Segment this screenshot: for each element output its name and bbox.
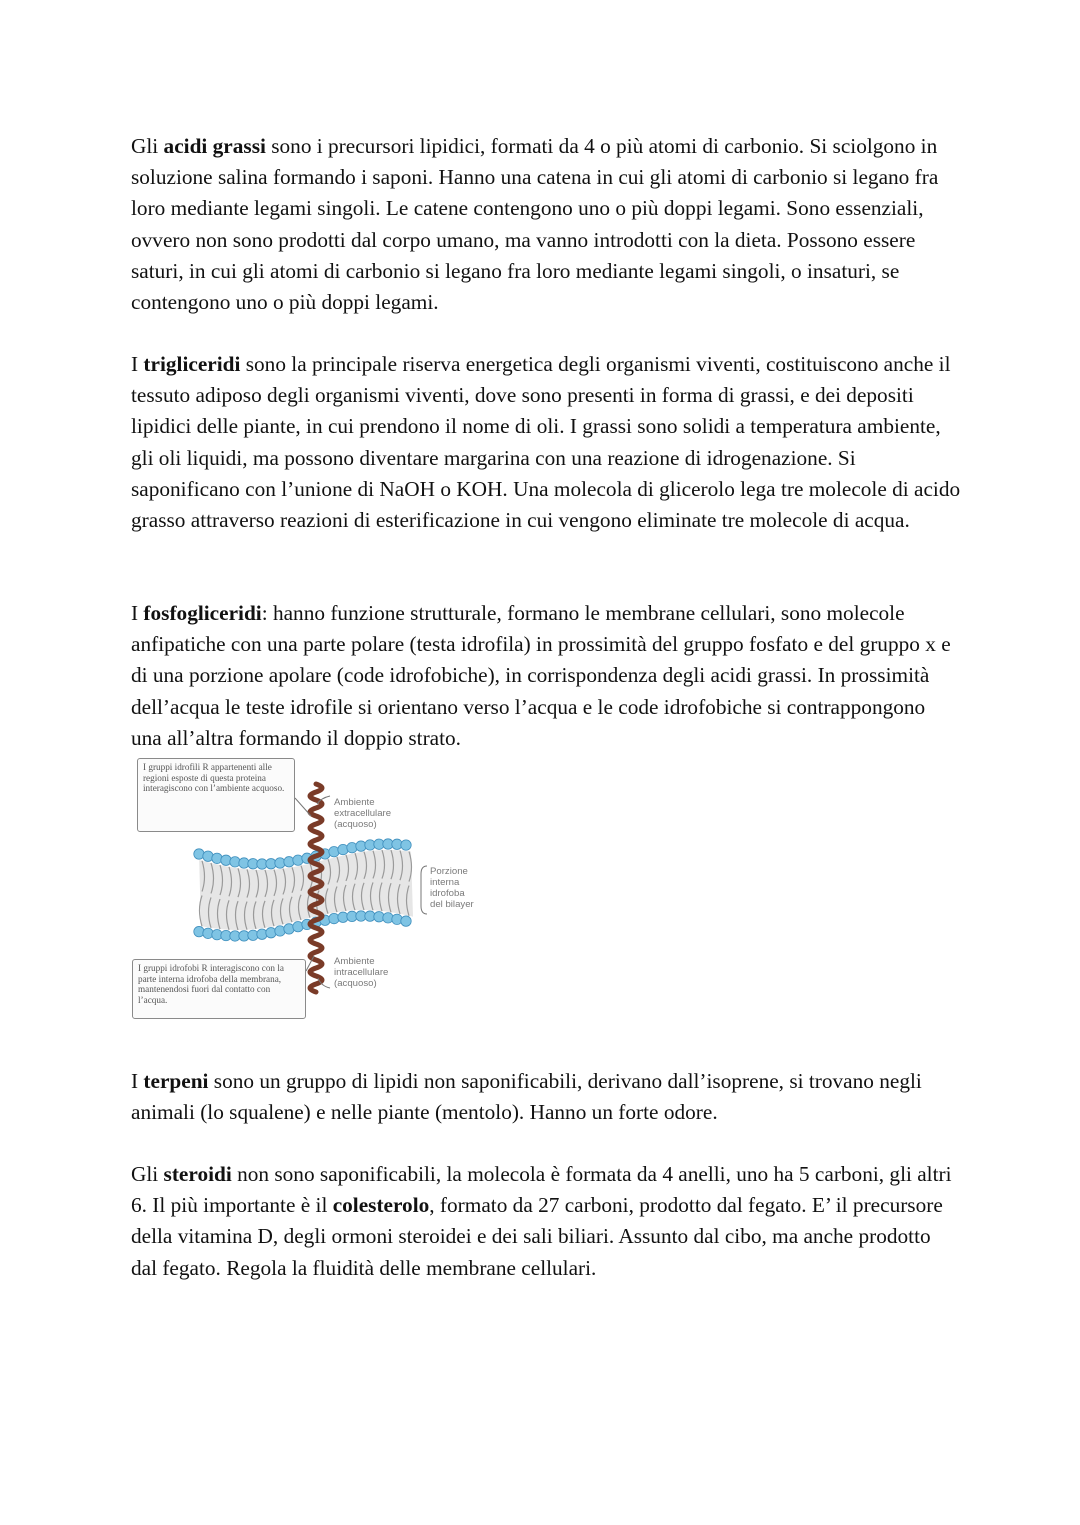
leader-line xyxy=(295,798,311,816)
label-line: Ambiente xyxy=(334,797,375,808)
term-steroidi: steroidi xyxy=(163,1162,232,1186)
callout-hydrophobic-groups: I gruppi idrofobi R interagiscono con la parte interna idrofoba della membrana, mantenendosi fuori dal contatto con l’acqua. xyxy=(132,959,306,1019)
text-run: sono i precursori lipidici, formati da 4 o più atomi di carbonio. Si sciolgono in soluzione salina formando i saponi. Hanno una catena in cui gli atomi di carbonio si legano fra loro mediante legami singoli. Le catene contengono uno o più doppi legami. Sono essenziali, ovvero non sono prodotti dal corpo umano, ma vanno introdotti con la dieta. Possono essere saturi, in cui gli atomi di carbonio si legano fra loro mediante legami singoli, o insaturi, se contengono uno o più doppi legami. xyxy=(131,134,939,315)
text-run: Gli xyxy=(131,1162,164,1186)
term-colesterolo: colesterolo xyxy=(332,1193,430,1218)
lipid-head xyxy=(266,928,276,938)
label-hydrophobic-core xyxy=(430,866,474,910)
paragraph-terpeni xyxy=(131,1066,961,1128)
text-run: I xyxy=(131,601,144,625)
text-run: Gli xyxy=(131,134,164,158)
lipid-head xyxy=(194,926,204,936)
term-terpeni: terpeni xyxy=(143,1069,209,1093)
label-line: del bilayer xyxy=(430,899,474,910)
callout-hydrophilic-groups: I gruppi idrofili R appartenenti alle regioni esposte di questa proteina interagiscono con l’ambiente acquoso. xyxy=(137,758,295,832)
term-fosfogliceridi: fosfogliceridi xyxy=(143,601,262,625)
lipid-head xyxy=(293,855,303,865)
label-line: interna xyxy=(430,877,460,888)
text-run: non sono saponificabili, la molecola è formata da 4 anelli, uno ha 5 carboni, gli altri 6. Il più importante è il xyxy=(131,1162,952,1218)
paragraph-steroidi xyxy=(131,1159,961,1284)
label-line: Porzione xyxy=(430,866,468,877)
label-line: Ambiente xyxy=(334,956,375,967)
label-line: (acquoso) xyxy=(334,819,377,830)
lipid-head xyxy=(401,916,411,926)
label-line: intracellulare xyxy=(334,967,389,978)
core-bracket xyxy=(421,866,427,914)
text-run: , formato da 27 carboni, prodotto dal fegato. E’ il precursore della vitamina D, degli ormoni steroidei e dei sali biliari. Assunto dal cibo, ma anche prodotto dal fegato. Regola la fluidità delle membrane cellulari. xyxy=(131,1193,943,1280)
text-run: sono un gruppo di lipidi non saponificabili, derivano dall’isoprene, si trovano negli animali (lo squalene) e nelle piante (mentolo). Hanno un forte odore. xyxy=(131,1069,922,1125)
label-line: idrofoba xyxy=(430,888,465,899)
text-run: sono la principale riserva energetica degli organismi viventi, costituiscono anche il tessuto adiposo degli organismi viventi, dove sono presenti in forma di grassi, e dei depositi lipidici delle piante, in cui prendono il nome di oli. I grassi sono solidi a temperatura ambiente, gli oli liquidi, ma possono diventare margarina con una reazione di idrogenazione. Si saponificano con l’unione di NaOH o KOH. Una molecola di glicerolo lega tre molecole di acido grasso attraverso reazioni di esterificazione in cui vengono eliminate tre molecole di acqua. xyxy=(131,352,961,533)
term-acidi-grassi: acidi grassi xyxy=(163,134,266,158)
label-extracellular xyxy=(334,797,391,830)
label-line: extracellulare xyxy=(334,808,392,819)
lipid-head xyxy=(212,853,222,863)
label-intracellular xyxy=(334,956,388,989)
paragraph-acidi-grassi xyxy=(131,131,961,318)
text-run: I xyxy=(131,1069,144,1093)
paragraph-fosfogliceridi xyxy=(131,598,961,754)
paragraph-trigliceridi xyxy=(131,349,961,536)
text-run: I xyxy=(131,352,144,376)
label-line: (acquoso) xyxy=(334,978,377,989)
membrane-bilayer-figure xyxy=(131,756,491,1021)
text-run: : hanno funzione strutturale, formano le membrane cellulari, sono molecole anfipatiche con una parte polare (testa idrofila) in prossimità del gruppo fosfato e del gruppo x e di una porzione apolare (code idrofobiche), in corrispondenza degli acidi grassi. In prossimità dell’acqua le teste idrofile si orientano verso l’acqua e le code idrofobiche si contrappongono una all’altra formando il doppio strato. xyxy=(131,601,951,750)
lipid-head xyxy=(392,914,402,924)
lipid-head xyxy=(401,840,411,850)
term-trigliceridi: trigliceridi xyxy=(143,352,241,376)
lipid-head xyxy=(338,844,348,854)
